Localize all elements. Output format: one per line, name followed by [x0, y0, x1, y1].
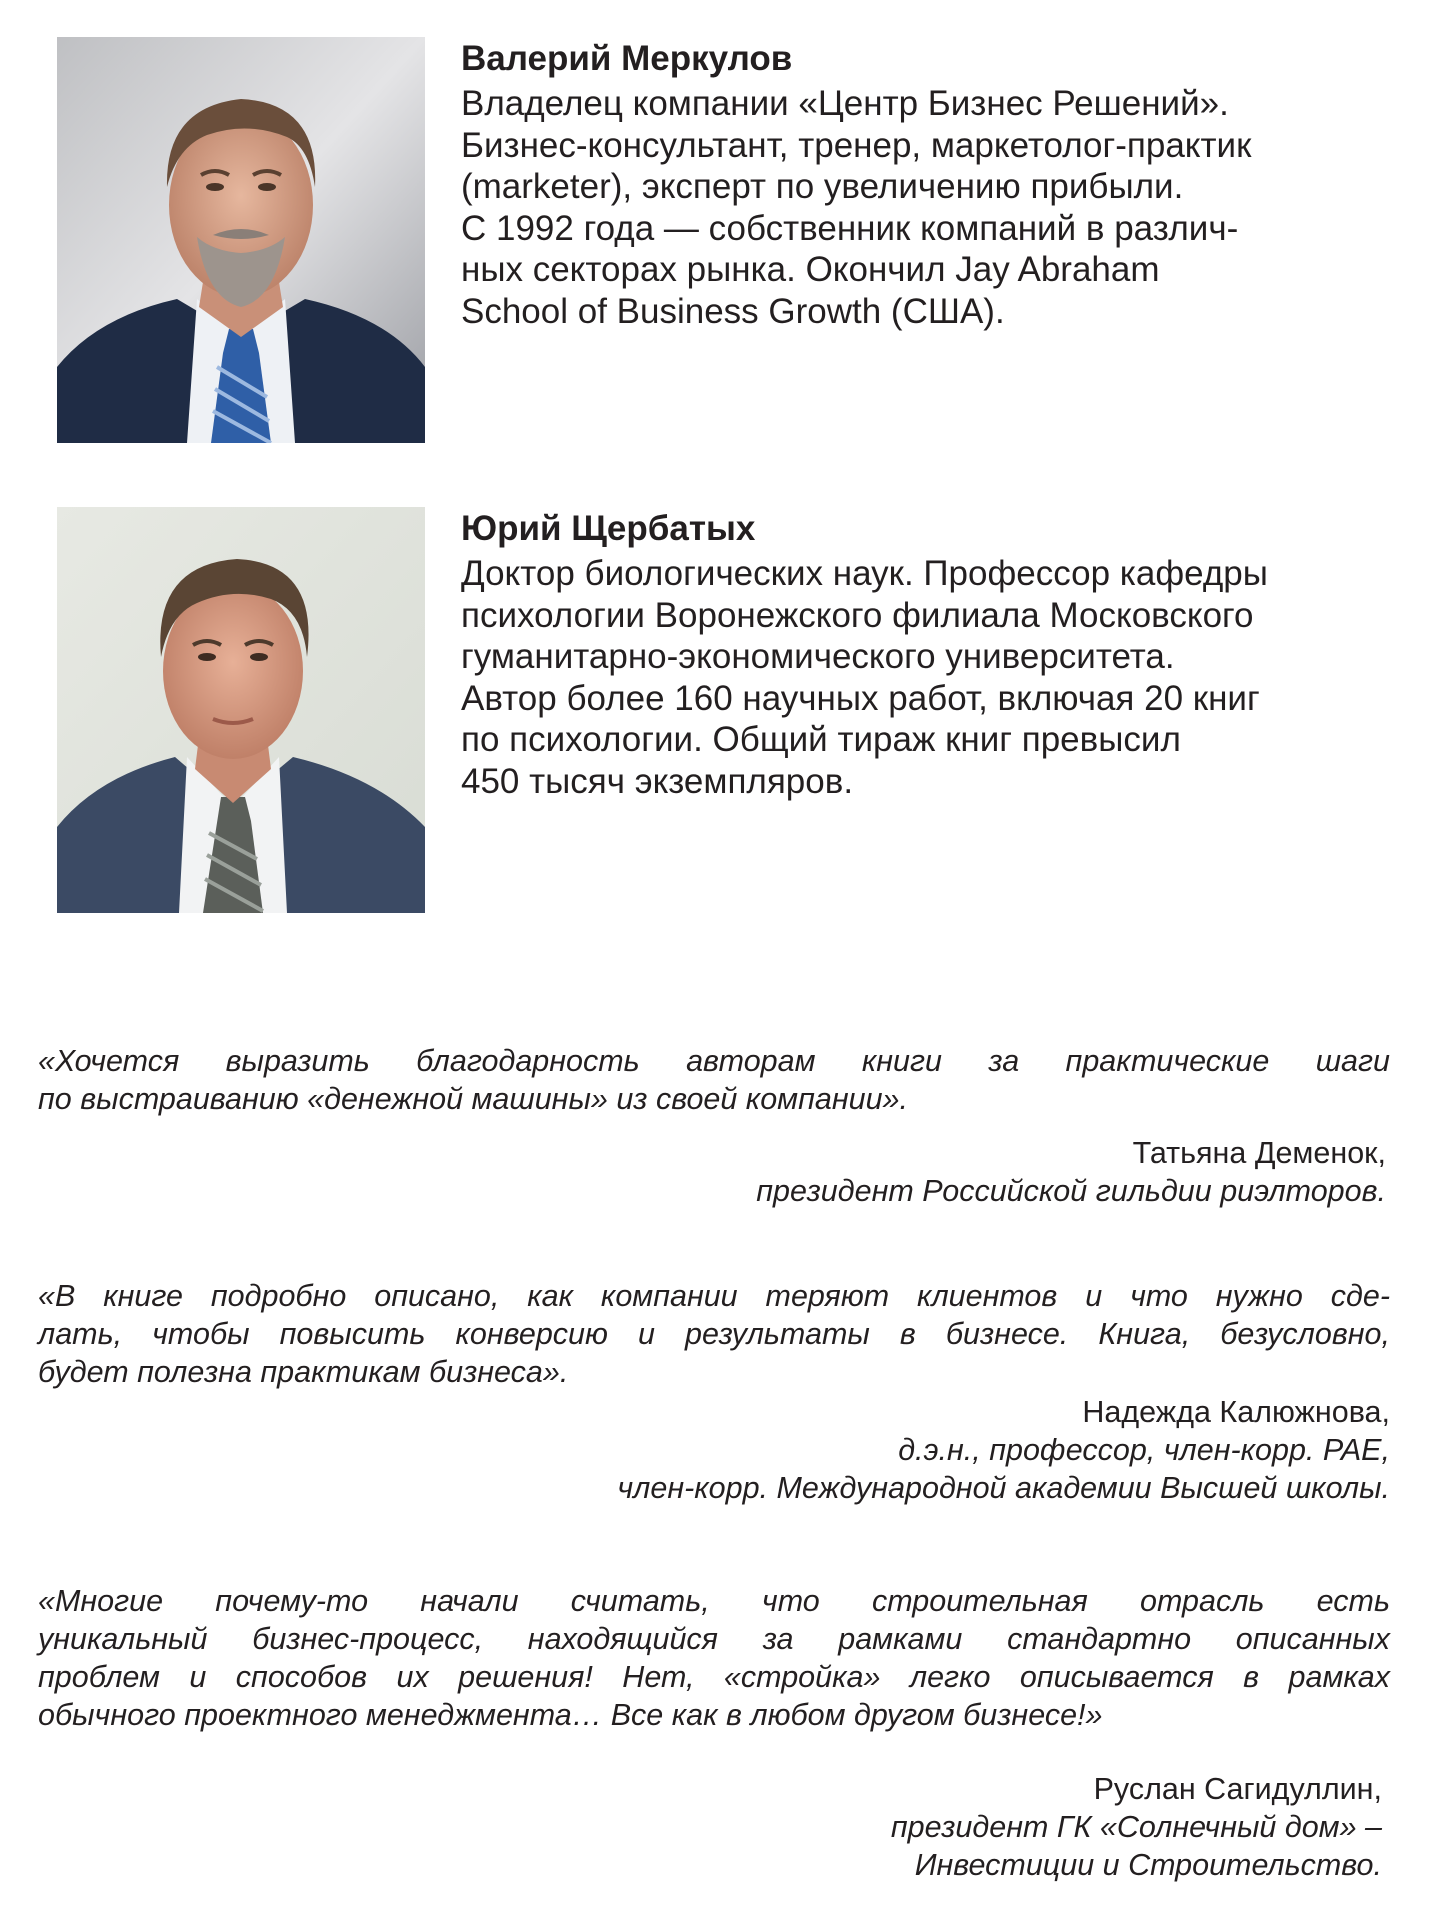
quote-line: по выстраиванию «денежной машины» из своей компании». — [38, 1082, 908, 1116]
review-signature — [38, 1134, 1390, 1210]
quote-line: будет полезна практикам бизнеса». — [38, 1355, 569, 1389]
bio-line: 450 тысяч экземпляров. — [461, 761, 854, 801]
review-demenok — [38, 1042, 1390, 1210]
author-card-shcherbatykh — [57, 507, 1397, 917]
signature-title: д.э.н., профессор, член-корр. РАЕ, — [898, 1433, 1390, 1467]
author-name: Юрий Щербатых — [461, 509, 756, 548]
signature-title: президент Российской гильдии риэлторов. — [756, 1174, 1386, 1208]
bio-line: гуманитарно-экономического университета. — [461, 637, 1175, 676]
review-sagidullin — [38, 1582, 1390, 1884]
signature-name: Руслан Сагидуллин, — [1093, 1772, 1382, 1806]
author-bio-merkulov — [461, 37, 1391, 332]
quote-line: обычного проектного менеджмента… Все как в любом другом бизнесе!» — [38, 1698, 1103, 1732]
signature-title: Инвестиции и Строительство. — [914, 1848, 1382, 1882]
author-name: Валерий Меркулов — [461, 39, 793, 78]
quote-line: лать, чтобы повысить конверсию и результаты в бизнесе. Книга, безусловно, — [38, 1317, 1390, 1351]
quote-line: уникальный бизнес-процесс, находящийся за рамками стандартно описанных — [38, 1622, 1390, 1656]
bio-line: психологии Воронежского филиала Московского — [461, 595, 1254, 635]
quote-line: проблем и способов их решения! Нет, «стройка» легко описывается в рамках — [38, 1660, 1390, 1694]
signature-name: Надежда Калюжнова, — [1082, 1395, 1390, 1429]
bio-line: по психологии. Общий тираж книг превысил — [461, 720, 1181, 759]
quote-line: «Многие почему-то начали считать, что строительная отрасль есть — [38, 1584, 1390, 1618]
signature-name: Татьяна Деменок, — [1132, 1136, 1386, 1170]
review-signature — [38, 1770, 1390, 1884]
author-photo-merkulov — [57, 37, 425, 443]
signature-title: член-корр. Международной академии Высшей школы. — [617, 1471, 1390, 1505]
author-bio-shcherbatykh — [461, 507, 1391, 802]
bio-line: School of Business Growth (США). — [461, 291, 1005, 331]
bio-line: Автор более 160 научных работ, включая 20 книг — [461, 678, 1260, 718]
bio-line: (marketer), эксперт по увеличению прибыли. — [461, 167, 1184, 206]
bio-line: ных секторах рынка. Окончил Jay Abraham — [461, 250, 1160, 289]
bio-line: Доктор биологических наук. Профессор кафедры — [461, 554, 1268, 593]
signature-title: президент ГК «Солнечный дом» – — [890, 1810, 1382, 1844]
author-card-merkulov — [57, 37, 1397, 447]
quote-line: «В книге подробно описано, как компании теряют клиентов и что нужно сде- — [38, 1279, 1390, 1313]
review-signature — [38, 1393, 1390, 1507]
review-kalyuzhnova — [38, 1277, 1390, 1507]
quote-line: «Хочется выразить благодарность авторам книги за практические шаги — [38, 1044, 1390, 1078]
bio-line: С 1992 года — собственник компаний в различ- — [461, 208, 1239, 248]
bio-line: Бизнес-консультант, тренер, маркетолог-практик — [461, 125, 1252, 165]
author-photo-shcherbatykh — [57, 507, 425, 913]
bio-line: Владелец компании «Центр Бизнес Решений». — [461, 84, 1229, 123]
